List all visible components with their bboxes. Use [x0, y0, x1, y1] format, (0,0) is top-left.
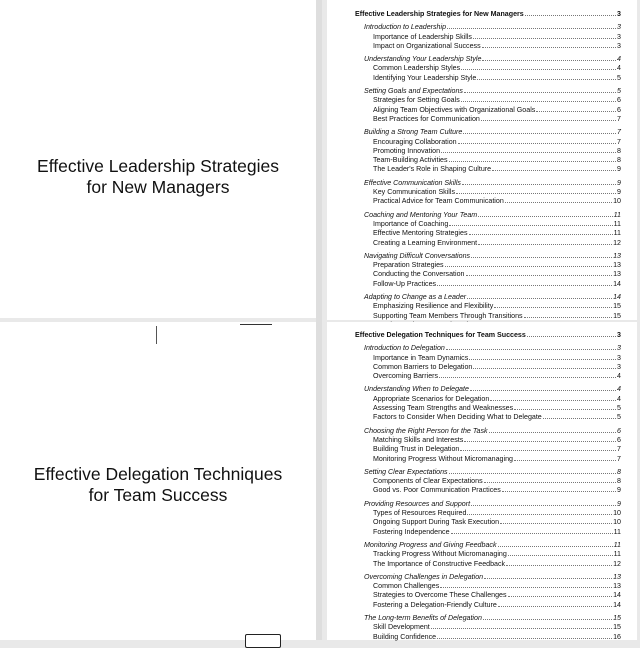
page-number: 15 — [613, 302, 621, 311]
toc-main-entry[interactable] — [355, 331, 621, 340]
toc-subentry[interactable] — [355, 413, 621, 422]
toc-entry-title: Overcoming Barriers — [373, 372, 439, 381]
title-line: Effective Delegation Techniques — [33, 464, 283, 484]
dot-leader — [469, 359, 616, 360]
toc-entry-title: Understanding Your Leadership Style — [364, 55, 482, 64]
toc-subentry[interactable] — [355, 633, 621, 642]
page-number: 7 — [617, 128, 621, 137]
horizontal-rule — [240, 324, 272, 325]
dot-leader — [467, 298, 612, 299]
dot-leader — [449, 161, 617, 162]
toc-entry-title: Effective Mentoring Strategies — [373, 229, 468, 238]
page-number: 3 — [617, 331, 621, 339]
toc-entry-title: Monitoring Progress and Giving Feedback — [364, 540, 497, 549]
page-number: 6 — [617, 426, 621, 435]
toc-section — [355, 541, 621, 569]
dot-leader — [478, 216, 612, 217]
cover-page — [0, 0, 316, 318]
page-number: 14 — [613, 600, 621, 609]
toc-entry-title: Importance of Coaching — [373, 219, 449, 228]
toc-page — [327, 322, 637, 640]
page-number: 8 — [617, 156, 621, 165]
toc-entry-title: Appropriate Scenarios for Delegation — [373, 394, 490, 403]
toc-section — [355, 500, 621, 537]
dot-leader — [445, 266, 613, 267]
dot-leader — [469, 234, 613, 235]
page-number: 6 — [617, 435, 621, 444]
toc-section — [355, 468, 621, 496]
toc-entry-title: Team-Building Activities — [373, 156, 448, 165]
toc-section-entry[interactable] — [355, 344, 621, 353]
page-number: 14 — [613, 279, 621, 288]
toc-subentry[interactable] — [355, 404, 621, 413]
page-number: 15 — [613, 623, 621, 632]
toc-entry-title: The Importance of Constructive Feedback — [373, 559, 506, 568]
toc-entry-title: Fostering Independence — [373, 527, 450, 536]
page-number: 8 — [617, 467, 621, 476]
dot-leader — [498, 606, 612, 607]
toc-subentry[interactable] — [355, 436, 621, 445]
page-number: 7 — [617, 137, 621, 146]
toc-entry-title: Overcoming Challenges in Delegation — [364, 572, 484, 581]
page-number: 3 — [617, 353, 621, 362]
page-number: 4 — [617, 394, 621, 403]
toc-entry-title: Components of Clear Expectations — [373, 477, 483, 486]
dot-leader — [525, 15, 616, 16]
toc-entry-title: Impact on Organizational Success — [373, 41, 481, 50]
toc-entry-title: Building Confidence — [373, 632, 437, 641]
page-number: 9 — [617, 486, 621, 495]
toc-subentry[interactable] — [355, 165, 621, 174]
toc-subentry[interactable] — [355, 220, 621, 229]
toc-entry-title: Building Trust in Delegation — [373, 445, 460, 454]
toc-section-entry[interactable] — [355, 23, 621, 32]
toc-section-entry[interactable] — [355, 211, 621, 220]
page-number: 6 — [617, 96, 621, 105]
dot-leader — [500, 523, 612, 524]
toc-subentry[interactable] — [355, 156, 621, 165]
page-number: 12 — [613, 559, 621, 568]
dot-leader — [446, 349, 616, 350]
toc-entry-title: Aligning Team Objectives with Organizational Goals — [373, 105, 536, 114]
dot-leader — [467, 514, 612, 515]
dot-leader — [482, 60, 616, 61]
dot-leader — [508, 596, 613, 597]
toc-section-entry[interactable] — [355, 252, 621, 261]
page-number: 11 — [613, 550, 621, 559]
dot-leader — [431, 628, 612, 629]
cover-page — [0, 322, 316, 640]
toc-subentry[interactable] — [355, 486, 621, 495]
toc-entry-title: Understanding When to Delegate — [364, 385, 469, 394]
toc-subentry[interactable] — [355, 138, 621, 147]
toc-section — [355, 614, 621, 642]
page-number: 16 — [613, 632, 621, 641]
toc-entry-title: Importance of Leadership Skills — [373, 32, 472, 41]
dot-leader — [473, 368, 616, 369]
toc-subentry[interactable] — [355, 115, 621, 124]
toc-subentry[interactable] — [355, 96, 621, 105]
dot-leader — [543, 418, 616, 419]
dot-leader — [460, 450, 616, 451]
title-line: Effective Leadership Strategies — [37, 156, 279, 176]
toc-entry-title: Common Barriers to Delegation — [373, 362, 473, 371]
dot-leader — [524, 317, 613, 318]
dot-leader — [536, 111, 616, 112]
toc-page — [327, 0, 637, 320]
page-number: 6 — [617, 105, 621, 114]
page-number: 9 — [617, 178, 621, 187]
dot-leader — [439, 377, 616, 378]
toc-subentry[interactable] — [355, 106, 621, 115]
dot-leader — [449, 225, 612, 226]
toc-section — [355, 573, 621, 610]
dot-leader — [437, 285, 612, 286]
toc-entry-title: Emphasizing Resilience and Flexibility — [373, 302, 494, 311]
page-number: 11 — [613, 540, 621, 549]
toc-subentry[interactable] — [355, 601, 621, 610]
toc-entry-title: Common Challenges — [373, 582, 440, 591]
page-number: 3 — [617, 32, 621, 41]
dot-leader — [505, 202, 612, 203]
toc-section — [355, 385, 621, 422]
dot-leader — [451, 533, 613, 534]
toc-entry-title: Preparation Strategies — [373, 261, 444, 270]
dot-leader — [464, 441, 616, 442]
toc-entry-title: Coaching and Mentoring Your Team — [364, 210, 478, 219]
toc-entry-title: Introduction to Leadership — [364, 23, 447, 32]
dot-leader — [489, 432, 616, 433]
toc-subentry[interactable] — [355, 261, 621, 270]
toc-entry-title: Building a Strong Team Culture — [364, 128, 463, 137]
toc-section — [355, 179, 621, 207]
toc-entry-title: Navigating Difficult Conversations — [364, 251, 471, 260]
page-title — [0, 464, 316, 506]
dot-leader — [494, 307, 612, 308]
toc-entry-title: Choosing the Right Person for the Task — [364, 426, 488, 435]
toc-entry-title: Introduction to Delegation — [364, 344, 445, 353]
toc-entry-title: Adapting to Change as a Leader — [364, 293, 467, 302]
dot-leader — [461, 101, 616, 102]
dot-leader — [492, 170, 616, 171]
toc-entry-title: Identifying Your Leadership Style — [373, 73, 477, 82]
toc-entry-title: Setting Clear Expectations — [364, 467, 448, 476]
dot-leader — [449, 473, 616, 474]
toc-subentry[interactable] — [355, 372, 621, 381]
dot-leader — [437, 638, 612, 639]
toc-section-entry[interactable] — [355, 293, 621, 302]
toc-subentry[interactable] — [355, 477, 621, 486]
dot-leader — [483, 619, 612, 620]
toc-entry-title: Setting Goals and Expectations — [364, 87, 463, 96]
dot-leader — [527, 336, 616, 337]
toc-section — [355, 128, 621, 174]
title-line: for Team Success — [88, 485, 228, 505]
toc-subentry[interactable] — [355, 550, 621, 559]
page-number: 15 — [613, 311, 621, 320]
page-number: 10 — [613, 197, 621, 206]
toc-entry-title: Monitoring Progress Without Micromanaging — [373, 454, 513, 463]
toc-section-entry[interactable] — [355, 541, 621, 550]
page-number: 7 — [617, 454, 621, 463]
page-number: 4 — [617, 385, 621, 394]
toc-entry-title: Effective Leadership Strategies for New Managers — [355, 10, 524, 18]
page-number: 13 — [613, 270, 621, 279]
dot-leader — [458, 143, 616, 144]
toc-section — [355, 427, 621, 464]
toc-entry-title: Types of Resources Required — [373, 509, 467, 518]
page-number: 3 — [617, 41, 621, 50]
toc-entry-title: Fostering a Delegation-Friendly Culture — [373, 600, 497, 609]
toc-section-entry[interactable] — [355, 55, 621, 64]
dot-leader — [473, 38, 616, 39]
page-number: 9 — [617, 188, 621, 197]
toc-subentry[interactable] — [355, 42, 621, 51]
page-number: 3 — [617, 23, 621, 32]
dot-leader — [502, 491, 616, 492]
dot-leader — [498, 546, 613, 547]
toc-section-entry[interactable] — [355, 385, 621, 394]
toc-subentry[interactable] — [355, 528, 621, 537]
page-number: 13 — [613, 582, 621, 591]
page-number: 5 — [617, 87, 621, 96]
toc-entry-title: Practical Advice for Team Communication — [373, 197, 504, 206]
toc-subentry[interactable] — [355, 74, 621, 83]
toc-subentry[interactable] — [355, 509, 621, 518]
page-number: 4 — [617, 64, 621, 73]
page-number: 3 — [617, 344, 621, 353]
page-number: 9 — [617, 165, 621, 174]
toc-section — [355, 23, 621, 51]
toc-entry-title: Good vs. Poor Communication Practices — [373, 486, 501, 495]
page-number: 5 — [617, 404, 621, 413]
text-cursor — [156, 326, 157, 344]
toc-section-entry[interactable] — [355, 179, 621, 188]
toc-subentry[interactable] — [355, 582, 621, 591]
page-number: 13 — [613, 572, 621, 581]
dot-leader — [508, 555, 613, 556]
toc-subentry[interactable] — [355, 363, 621, 372]
dot-leader — [484, 482, 616, 483]
page-number: 11 — [613, 210, 621, 219]
toc-entry-title: Tracking Progress Without Micromanaging — [373, 550, 507, 559]
toc-subentry[interactable] — [355, 33, 621, 42]
dot-leader — [481, 120, 616, 121]
dot-leader — [447, 28, 616, 29]
dot-leader — [514, 409, 616, 410]
page-number: 5 — [617, 73, 621, 82]
page-number: 11 — [613, 527, 621, 536]
page-number: 13 — [613, 251, 621, 260]
toc-section-entry[interactable] — [355, 468, 621, 477]
toc-subentry[interactable] — [355, 591, 621, 600]
toc-subentry[interactable] — [355, 239, 621, 248]
dot-leader — [462, 184, 616, 185]
toc-section-entry[interactable] — [355, 128, 621, 137]
page-number: 3 — [617, 362, 621, 371]
toc-entry-title: Effective Delegation Techniques for Team Success — [355, 331, 526, 339]
toc-entry-title: Common Leadership Styles — [373, 64, 461, 73]
dot-leader — [514, 460, 616, 461]
dot-leader — [471, 257, 612, 258]
toc-entry-title: Providing Resources and Support — [364, 499, 471, 508]
toc-entry-title: Strategies to Overcome These Challenges — [373, 591, 507, 600]
toc-subentry[interactable] — [355, 560, 621, 569]
page-number: 13 — [613, 261, 621, 270]
toc-entry-title: Key Communication Skills — [373, 188, 456, 197]
dot-leader — [490, 400, 616, 401]
toc-entry-title: Best Practices for Communication — [373, 114, 480, 123]
toc-entry-title: Factors to Consider When Deciding What to Delegate — [373, 413, 542, 422]
toc-entry-title: Creating a Learning Environment — [373, 238, 478, 247]
toc-section-entry[interactable] — [355, 427, 621, 436]
dot-leader — [441, 152, 616, 153]
toc-entry-title: Follow-Up Practices — [373, 279, 437, 288]
dot-leader — [484, 578, 612, 579]
page-number: 7 — [617, 445, 621, 454]
toc-subentry[interactable] — [355, 64, 621, 73]
toc-subentry[interactable] — [355, 623, 621, 632]
toc-entry-title: Supporting Team Members Through Transitions — [373, 311, 523, 320]
page-number: 14 — [613, 591, 621, 600]
toc-entry-title: The Leader's Role in Shaping Culture — [373, 165, 492, 174]
toc-subentry[interactable] — [355, 197, 621, 206]
dot-leader — [478, 244, 612, 245]
page-number: 12 — [613, 238, 621, 247]
page-number: 10 — [613, 518, 621, 527]
toc-subentry[interactable] — [355, 188, 621, 197]
toc-section-entry[interactable] — [355, 614, 621, 623]
toc-entry-title: Promoting Innovation — [373, 146, 441, 155]
page-number: 11 — [613, 229, 621, 238]
toc-entry-title: The Long-term Benefits of Delegation — [364, 614, 482, 623]
page-title — [0, 156, 316, 198]
toc-subentry[interactable] — [355, 147, 621, 156]
title-line: for New Managers — [86, 177, 230, 197]
toc-subentry[interactable] — [355, 270, 621, 279]
dot-leader — [470, 390, 616, 391]
dot-leader — [466, 275, 613, 276]
toc-entry-title: Ongoing Support During Task Execution — [373, 518, 500, 527]
page-number: 14 — [613, 293, 621, 302]
toc-subentry[interactable] — [355, 445, 621, 454]
toc-entry-title: Skill Development — [373, 623, 430, 632]
dot-leader — [471, 505, 616, 506]
toc-entry-title: Matching Skills and Interests — [373, 435, 464, 444]
toc-section — [355, 252, 621, 289]
page-gutter — [316, 0, 322, 640]
dot-leader — [464, 92, 616, 93]
toc-section — [355, 344, 621, 381]
dot-leader — [461, 69, 616, 70]
toc-entry-title: Importance in Team Dynamics — [373, 353, 469, 362]
toc-entry-title: Effective Communication Skills — [364, 178, 461, 187]
page-number: 4 — [617, 55, 621, 64]
toc-section-entry[interactable] — [355, 573, 621, 582]
toc-subentry[interactable] — [355, 518, 621, 527]
toc-entry-title: Conducting the Conversation — [373, 270, 465, 279]
page-number: 15 — [613, 614, 621, 623]
toc-subentry[interactable] — [355, 354, 621, 363]
page-number: 5 — [617, 413, 621, 422]
toc-section — [355, 211, 621, 248]
page-number: 3 — [617, 10, 621, 18]
dot-leader — [440, 587, 612, 588]
toc-subentry[interactable] — [355, 302, 621, 311]
toc-subentry[interactable] — [355, 280, 621, 289]
page-number: 10 — [613, 509, 621, 518]
page-number: 9 — [617, 499, 621, 508]
page-number: 4 — [617, 372, 621, 381]
toc-subentry[interactable] — [355, 455, 621, 464]
dot-leader — [482, 47, 616, 48]
toc-section-entry[interactable] — [355, 87, 621, 96]
table-of-contents — [355, 331, 621, 646]
dot-leader — [506, 565, 612, 566]
dot-leader — [456, 193, 616, 194]
toc-subentry[interactable] — [355, 395, 621, 404]
page-indicator-box[interactable] — [245, 634, 281, 648]
dot-leader — [463, 133, 616, 134]
page-number: 8 — [617, 477, 621, 486]
toc-section — [355, 55, 621, 83]
page-number: 7 — [617, 114, 621, 123]
page-number: 8 — [617, 146, 621, 155]
toc-entry-title: Assessing Team Strengths and Weaknesses — [373, 404, 514, 413]
toc-subentry[interactable] — [355, 229, 621, 238]
toc-section — [355, 87, 621, 124]
toc-subentry[interactable] — [355, 312, 621, 321]
dot-leader — [477, 79, 616, 80]
page-number: 11 — [613, 219, 621, 228]
toc-main-entry[interactable] — [355, 10, 621, 19]
toc-section-entry[interactable] — [355, 500, 621, 509]
table-of-contents — [355, 10, 621, 334]
toc-entry-title: Encouraging Collaboration — [373, 137, 457, 146]
toc-entry-title: Strategies for Setting Goals — [373, 96, 460, 105]
